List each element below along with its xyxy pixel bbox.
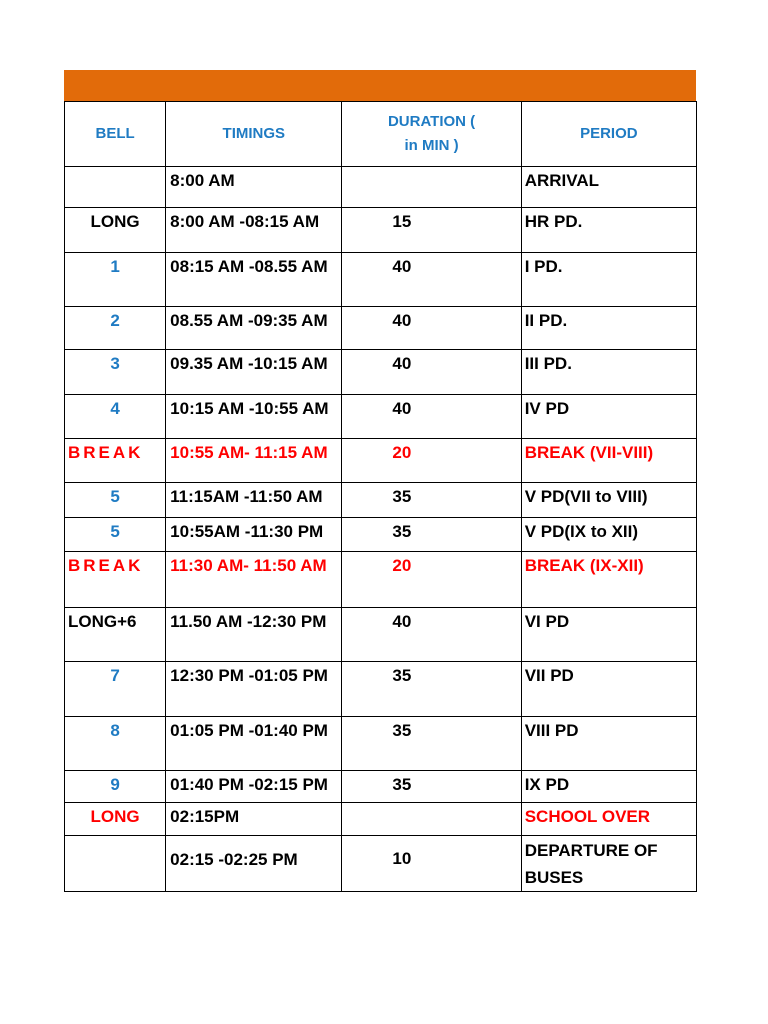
period-cell: IX PD [521, 771, 696, 803]
duration-cell: 40 [342, 608, 521, 662]
period-cell: BREAK (IX-XII) [521, 552, 696, 608]
bell-cell: 5 [65, 518, 166, 552]
bell-cell: 2 [65, 307, 166, 350]
duration-cell [342, 167, 521, 208]
table-row [65, 167, 697, 208]
timing-cell: 8:00 AM [166, 167, 342, 208]
table-row [65, 253, 697, 307]
bell-cell: BREAK [65, 439, 166, 483]
period-cell: SCHOOL OVER [521, 803, 696, 836]
period-cell: IV PD [521, 395, 696, 439]
timing-cell: 11:15AM -11:50 AM [166, 483, 342, 518]
timing-cell: 02:15 -02:25 PM [166, 836, 342, 892]
period-cell: III PD. [521, 350, 696, 395]
timing-cell: 11:30 AM- 11:50 AM [166, 552, 342, 608]
duration-cell: 10 [342, 836, 521, 892]
duration-cell: 35 [342, 483, 521, 518]
duration-cell: 35 [342, 771, 521, 803]
bell-cell: 3 [65, 350, 166, 395]
table-row [65, 483, 697, 518]
table-row [65, 307, 697, 350]
bell-cell: LONG+6 [65, 608, 166, 662]
timing-cell: 08:15 AM -08.55 AM [166, 253, 342, 307]
table-row [65, 395, 697, 439]
timing-cell: 01:40 PM -02:15 PM [166, 771, 342, 803]
duration-cell: 35 [342, 518, 521, 552]
header-timings: TIMINGS [166, 102, 342, 167]
period-cell: V PD(VII to VIII) [521, 483, 696, 518]
duration-cell: 40 [342, 253, 521, 307]
header-duration-line1: DURATION ( [387, 113, 476, 130]
table-row [65, 439, 697, 483]
bell-cell: 7 [65, 662, 166, 717]
period-cell: VI PD [521, 608, 696, 662]
table-row [65, 608, 697, 662]
period-cell: I PD. [521, 253, 696, 307]
bell-cell: 1 [65, 253, 166, 307]
timing-cell: 02:15PM [166, 803, 342, 836]
table-row [65, 662, 697, 717]
timing-cell: 8:00 AM -08:15 AM [166, 208, 342, 253]
timing-cell: 11.50 AM -12:30 PM [166, 608, 342, 662]
table-row [65, 518, 697, 552]
timing-cell: 08.55 AM -09:35 AM [166, 307, 342, 350]
period-cell: ARRIVAL [521, 167, 696, 208]
header-duration-line2: in MIN ) [404, 137, 459, 154]
period-cell: BREAK (VII-VIII) [521, 439, 696, 483]
timing-cell: 10:55 AM- 11:15 AM [166, 439, 342, 483]
timing-cell: 10:55AM -11:30 PM [166, 518, 342, 552]
bell-schedule-table [64, 101, 697, 892]
bell-cell: LONG [65, 803, 166, 836]
table-row [65, 552, 697, 608]
table-row [65, 208, 697, 253]
table-row [65, 836, 697, 892]
period-cell: II PD. [521, 307, 696, 350]
table-row [65, 803, 697, 836]
period-cell: VII PD [521, 662, 696, 717]
duration-cell: 20 [342, 439, 521, 483]
bell-cell: 5 [65, 483, 166, 518]
bell-cell [65, 167, 166, 208]
duration-cell: 35 [342, 662, 521, 717]
header-bell: BELL [65, 102, 166, 167]
table-row [65, 717, 697, 771]
bell-cell: BREAK [65, 552, 166, 608]
duration-cell: 35 [342, 717, 521, 771]
duration-cell [342, 803, 521, 836]
header-row [65, 102, 697, 167]
duration-cell: 40 [342, 350, 521, 395]
bell-cell: LONG [65, 208, 166, 253]
period-cell: DEPARTURE OF BUSES [521, 836, 696, 892]
period-cell: HR PD. [521, 208, 696, 253]
bell-cell: 8 [65, 717, 166, 771]
timing-cell: 10:15 AM -10:55 AM [166, 395, 342, 439]
table-row [65, 771, 697, 803]
header-duration [342, 102, 521, 167]
period-cell: V PD(IX to XII) [521, 518, 696, 552]
header-banner [64, 70, 696, 102]
bell-cell: 9 [65, 771, 166, 803]
duration-cell: 40 [342, 395, 521, 439]
duration-cell: 15 [342, 208, 521, 253]
timing-cell: 01:05 PM -01:40 PM [166, 717, 342, 771]
bell-cell [65, 836, 166, 892]
header-period: PERIOD [521, 102, 696, 167]
table-row [65, 350, 697, 395]
timing-cell: 09.35 AM -10:15 AM [166, 350, 342, 395]
duration-cell: 40 [342, 307, 521, 350]
bell-cell: 4 [65, 395, 166, 439]
duration-cell: 20 [342, 552, 521, 608]
timing-cell: 12:30 PM -01:05 PM [166, 662, 342, 717]
period-cell: VIII PD [521, 717, 696, 771]
